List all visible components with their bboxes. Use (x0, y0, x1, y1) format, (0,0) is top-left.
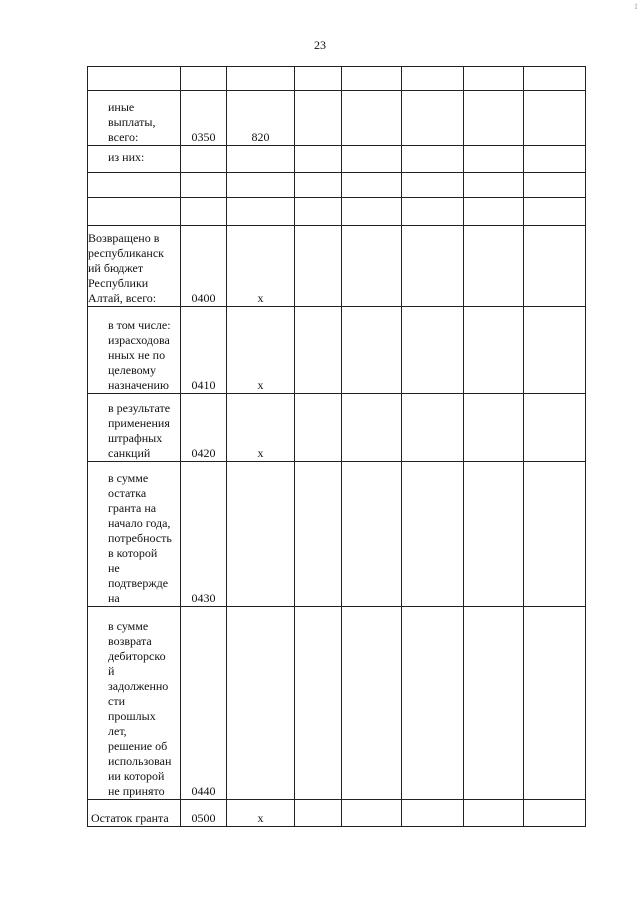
empty-cell (342, 462, 402, 607)
empty-cell (524, 462, 586, 607)
empty-cell (464, 198, 524, 226)
page-number: 23 (314, 38, 326, 52)
empty-cell (402, 226, 464, 307)
table-row (88, 307, 586, 394)
table-row (88, 198, 586, 226)
row-label (88, 173, 181, 198)
empty-cell (342, 607, 402, 800)
row-label: в сумме возврата дебиторско й задолженно сти прошлых лет, решение об использован ии которой не принято (88, 607, 181, 800)
empty-cell (402, 394, 464, 462)
row-value (227, 607, 295, 800)
row-code (181, 67, 227, 91)
row-value: x (227, 307, 295, 394)
empty-cell (342, 91, 402, 146)
empty-cell (464, 173, 524, 198)
row-label: иные выплаты, всего: (88, 91, 181, 146)
empty-cell (342, 226, 402, 307)
table-row (88, 67, 586, 91)
table-row (88, 800, 586, 827)
empty-cell (295, 146, 342, 173)
table-row (88, 146, 586, 173)
row-label: Возвращено в республиканск ий бюджет Республики Алтай, всего: (88, 226, 181, 307)
empty-cell (464, 394, 524, 462)
row-value: x (227, 226, 295, 307)
empty-cell (524, 91, 586, 146)
empty-cell (295, 226, 342, 307)
table-row (88, 462, 586, 607)
row-code (181, 146, 227, 173)
empty-cell (464, 146, 524, 173)
row-code: 0420 (181, 394, 227, 462)
table-row (88, 607, 586, 800)
row-label: в сумме остатка гранта на начало года, потребность в которой не подтвержде на (88, 462, 181, 607)
row-code: 0410 (181, 307, 227, 394)
empty-cell (342, 173, 402, 198)
empty-cell (464, 607, 524, 800)
row-code: 0440 (181, 607, 227, 800)
empty-cell (295, 67, 342, 91)
report-table (87, 66, 586, 827)
empty-cell (402, 307, 464, 394)
row-label (88, 198, 181, 226)
empty-cell (342, 307, 402, 394)
row-label (88, 67, 181, 91)
row-value (227, 173, 295, 198)
empty-cell (402, 198, 464, 226)
empty-cell (342, 146, 402, 173)
table-row (88, 173, 586, 198)
empty-cell (464, 67, 524, 91)
row-code: 0400 (181, 226, 227, 307)
row-label: в том числе: израсходова нных не по целевому назначению (88, 307, 181, 394)
empty-cell (295, 462, 342, 607)
row-code (181, 198, 227, 226)
empty-cell (402, 462, 464, 607)
empty-cell (464, 226, 524, 307)
row-code: 0350 (181, 91, 227, 146)
empty-cell (342, 394, 402, 462)
empty-cell (524, 307, 586, 394)
empty-cell (295, 800, 342, 827)
edge-mark: 1 (634, 2, 638, 11)
empty-cell (402, 173, 464, 198)
empty-cell (295, 307, 342, 394)
row-code: 0430 (181, 462, 227, 607)
empty-cell (524, 173, 586, 198)
row-value (227, 67, 295, 91)
row-label: Остаток гранта (88, 800, 181, 827)
row-value (227, 146, 295, 173)
empty-cell (524, 607, 586, 800)
empty-cell (524, 800, 586, 827)
row-value (227, 198, 295, 226)
empty-cell (295, 173, 342, 198)
row-code: 0500 (181, 800, 227, 827)
empty-cell (464, 307, 524, 394)
row-label: в результате применения штрафных санкций (88, 394, 181, 462)
empty-cell (524, 67, 586, 91)
empty-cell (402, 146, 464, 173)
row-label: из них: (88, 146, 181, 173)
empty-cell (402, 91, 464, 146)
row-value (227, 462, 295, 607)
empty-cell (402, 67, 464, 91)
table-row (88, 91, 586, 146)
row-code (181, 173, 227, 198)
empty-cell (295, 394, 342, 462)
row-value: 820 (227, 91, 295, 146)
table-row (88, 394, 586, 462)
empty-cell (342, 800, 402, 827)
row-value: x (227, 800, 295, 827)
empty-cell (295, 198, 342, 226)
row-value: x (227, 394, 295, 462)
empty-cell (402, 607, 464, 800)
empty-cell (524, 226, 586, 307)
empty-cell (524, 198, 586, 226)
empty-cell (295, 607, 342, 800)
empty-cell (524, 394, 586, 462)
empty-cell (342, 198, 402, 226)
empty-cell (524, 146, 586, 173)
empty-cell (402, 800, 464, 827)
empty-cell (464, 800, 524, 827)
empty-cell (464, 91, 524, 146)
table-row (88, 226, 586, 307)
empty-cell (295, 91, 342, 146)
empty-cell (464, 462, 524, 607)
empty-cell (342, 67, 402, 91)
